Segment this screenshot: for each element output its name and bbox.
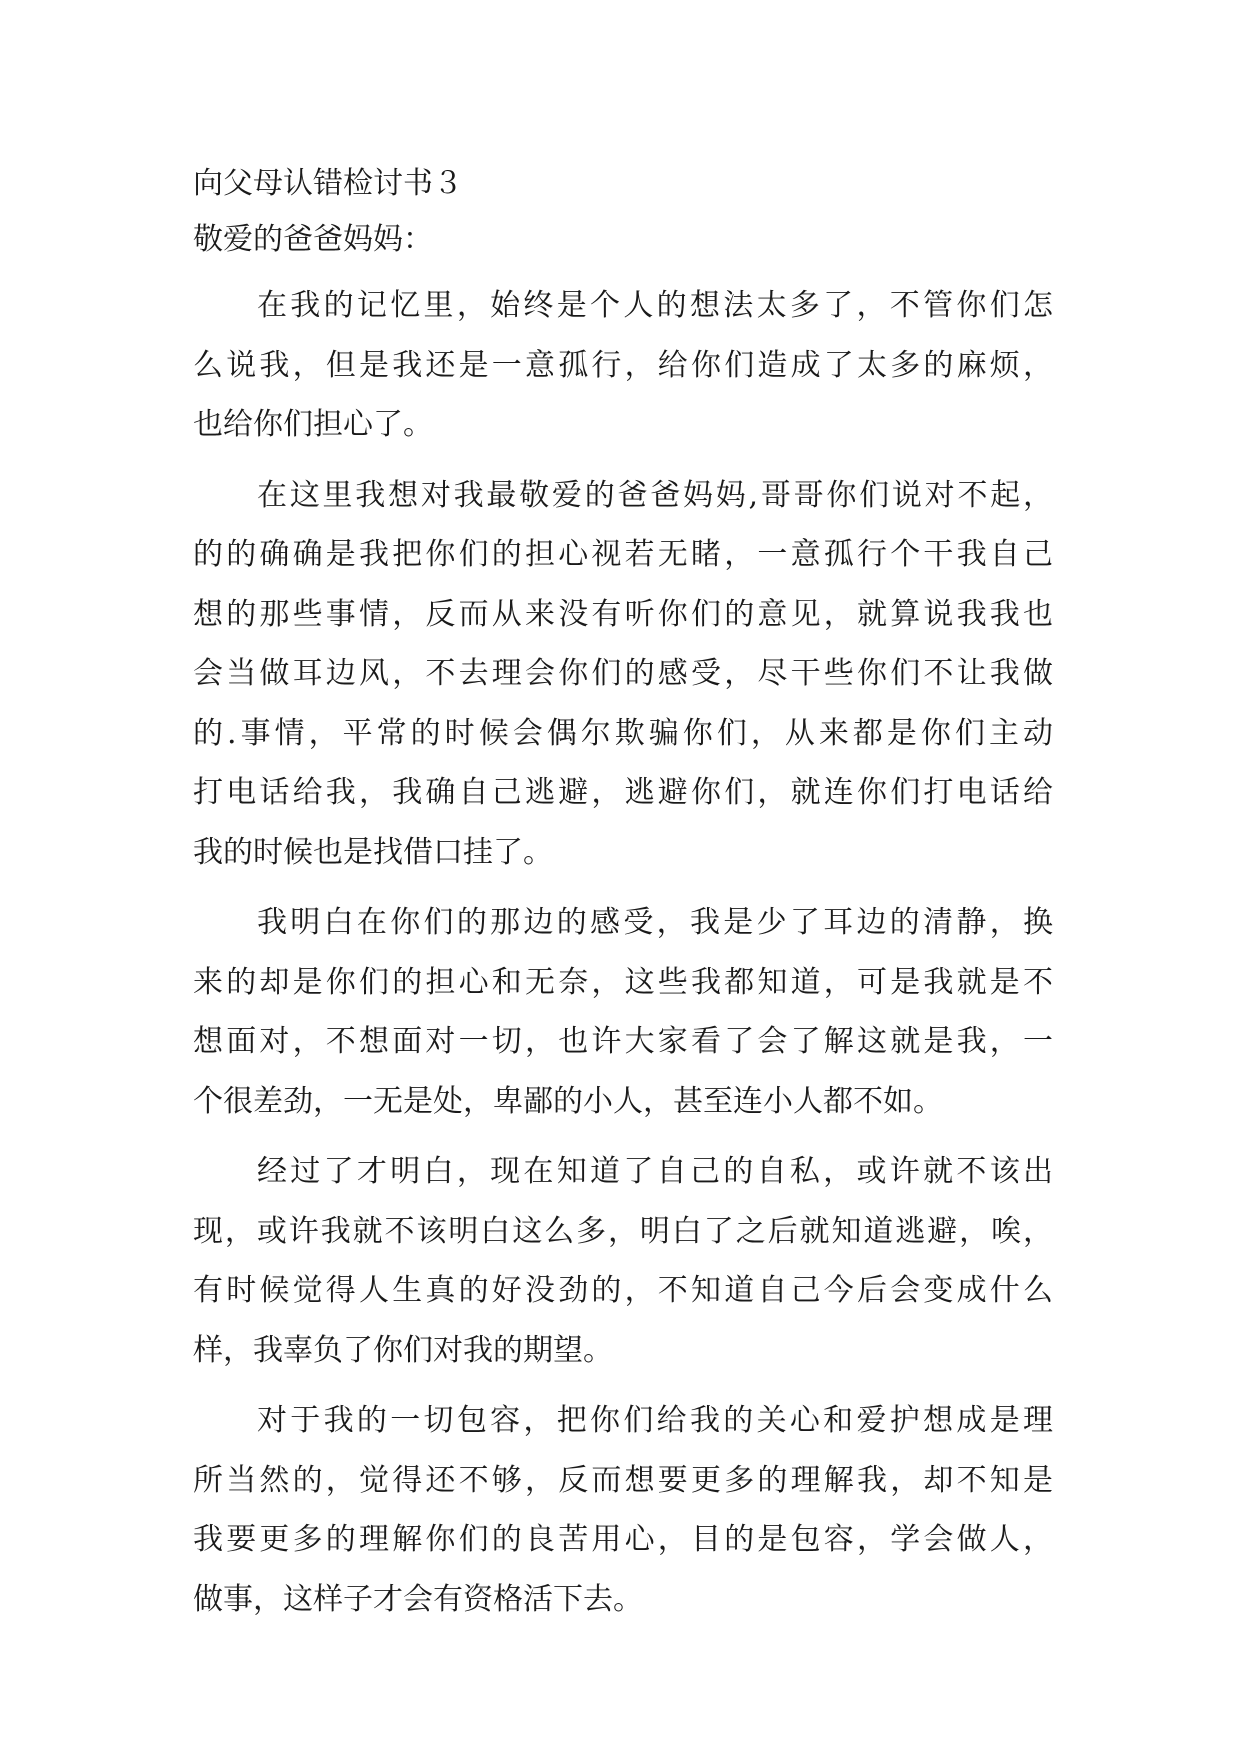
paragraph-line: 想的那些事情，反而从来没有听你们的意见，就算说我我也 [193, 596, 1053, 632]
paragraph-line: 打电话给我，我确自己逃避，逃避你们，就连你们打电话给 [193, 775, 1053, 810]
paragraph-line: 所当然的，觉得还不够，反而想要更多的理解我，却不知是 [193, 1462, 1053, 1498]
paragraph-5 [193, 1391, 1053, 1629]
paragraph-line: 我明白在你们的那边的感受，我是少了耳边的清静，换 [257, 905, 1053, 940]
paragraph-line: 来的却是你们的担心和无奈，这些我都知道，可是我就是不 [193, 964, 1053, 1000]
paragraph-line: 的.事情，平常的时候会偶尔欺骗你们，从来都是你们主动 [193, 715, 1053, 751]
paragraph-2 [193, 466, 1053, 883]
greeting: 敬爱的爸爸妈妈： [193, 222, 433, 257]
paragraph-line: 经过了才明白，现在知道了自己的自私，或许就不该出 [257, 1154, 1053, 1189]
paragraph-line: 么说我，但是我还是一意孤行，给你们造成了太多的麻烦， [193, 347, 1053, 383]
paragraph-line: 对于我的一切包容，把你们给我的关心和爱护想成是理 [257, 1403, 1053, 1438]
document-page [193, 162, 1053, 1629]
paragraph-line: 我要更多的理解你们的良苦用心，目的是包容，学会做人， [193, 1522, 1053, 1557]
document-title: 向父母认错检讨书３ [193, 166, 463, 201]
paragraph-3 [193, 893, 1053, 1131]
paragraph-line: 会当做耳边风，不去理会你们的感受，尽干些你们不让我做 [193, 656, 1053, 691]
paragraph-line: 做事，这样子才会有资格活下去。 [193, 1581, 643, 1617]
paragraph-1 [193, 276, 1053, 455]
paragraph-line: 有时候觉得人生真的好没劲的，不知道自己今后会变成什么 [193, 1273, 1053, 1308]
paragraph-line: 想面对，不想面对一切，也许大家看了会了解这就是我，一 [193, 1024, 1053, 1059]
paragraph-line: 我的时候也是找借口挂了。 [193, 834, 553, 870]
paragraph-line: 的的确确是我把你们的担心视若无睹，一意孤行个干我自己 [193, 537, 1053, 572]
paragraph-line: 个很差劲，一无是处，卑鄙的小人，甚至连小人都不如。 [193, 1083, 943, 1119]
document-body [193, 276, 1053, 1629]
paragraph-line: 样，我辜负了你们对我的期望。 [193, 1332, 613, 1368]
paragraph-line: 在这里我想对我最敬爱的爸爸妈妈,哥哥你们说对不起， [257, 477, 1053, 513]
paragraph-line: 现，或许我就不该明白这么多，明白了之后就知道逃避，唉， [193, 1213, 1053, 1249]
paragraph-line: 在我的记忆里，始终是个人的想法太多了，不管你们怎 [257, 288, 1053, 323]
paragraph-line: 也给你们担心了。 [193, 407, 433, 442]
paragraph-4 [193, 1142, 1053, 1380]
